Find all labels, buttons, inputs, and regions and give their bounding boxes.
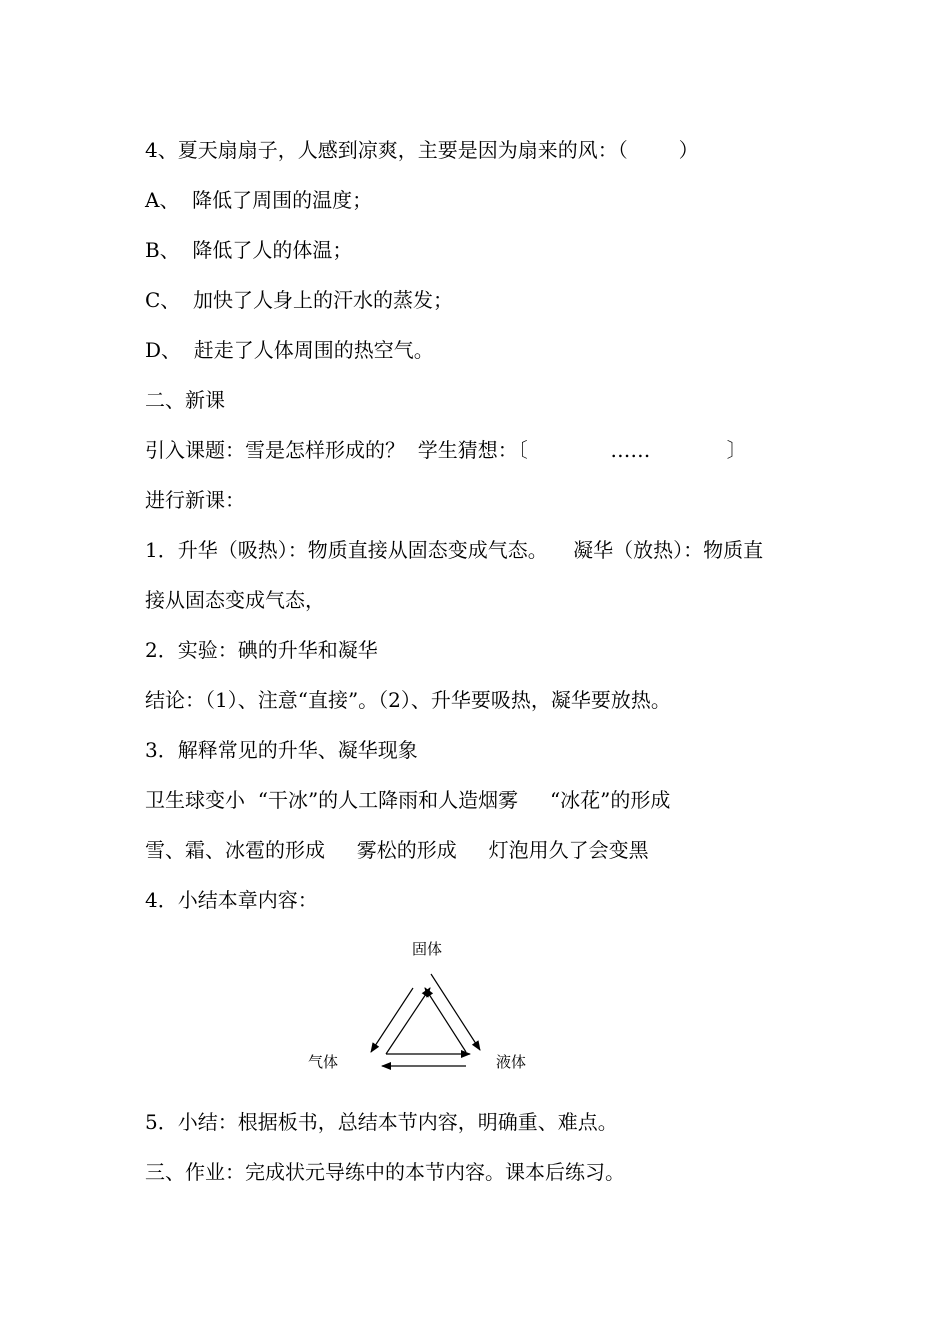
arrow-solid-to-liquid: [431, 974, 480, 1050]
lesson-intro: 引入课题：雪是怎样形成的？ 学生猜想：〔 …… 〕: [145, 438, 747, 462]
item-2-experiment: 2．实验：碘的升华和凝华: [145, 638, 378, 662]
item-1-line-1: 1．升华（吸热）：物质直接从固态变成气态。 凝华（放热）：物质直: [145, 538, 764, 562]
option-d: D、 赶走了人体周围的热空气。: [145, 338, 434, 362]
diagram-label-solid: 固体: [412, 940, 443, 958]
item-1-line-2: 接从固态变成气态，: [145, 588, 325, 612]
arrow-solid-to-gas: [371, 988, 413, 1052]
question-4-stem: 4、夏天扇扇子，人感到凉爽，主要是因为扇来的风：（ ）: [145, 138, 699, 162]
diagram-label-gas: 气体: [308, 1053, 339, 1071]
item-3-explain: 3．解释常见的升华、凝华现象: [145, 738, 418, 762]
arrow-liquid-to-solid: [425, 988, 466, 1052]
lesson-proceed: 进行新课：: [145, 488, 245, 512]
section-2-heading: 二、新课: [145, 388, 225, 412]
arrow-gas-to-solid: [386, 988, 430, 1054]
section-3-homework: 三、作业：完成状元导练中的本节内容。课本后练习。: [145, 1160, 625, 1184]
conclusion: 结论：（1）、注意“直接”。（2）、升华要吸热，凝华要放热。: [145, 688, 671, 712]
examples-line-1: 卫生球变小 “干冰”的人工降雨和人造烟雾 “冰花”的形成: [145, 788, 671, 812]
item-4-summary: 4．小结本章内容：: [145, 888, 318, 912]
option-a: A、 降低了周围的温度；: [145, 188, 373, 212]
item-5-wrapup: 5．小结：根据板书，总结本节内容，明确重、难点。: [145, 1110, 618, 1134]
option-c: C、 加快了人身上的汗水的蒸发；: [145, 288, 454, 312]
diagram-label-liquid: 液体: [496, 1053, 527, 1071]
examples-line-2: 雪、霜、冰雹的形成 雾松的形成 灯泡用久了会变黑: [145, 838, 649, 862]
phase-change-arrows: [300, 930, 540, 1080]
phase-change-diagram: [300, 930, 540, 1080]
option-b: B、 降低了人的体温；: [145, 238, 353, 262]
